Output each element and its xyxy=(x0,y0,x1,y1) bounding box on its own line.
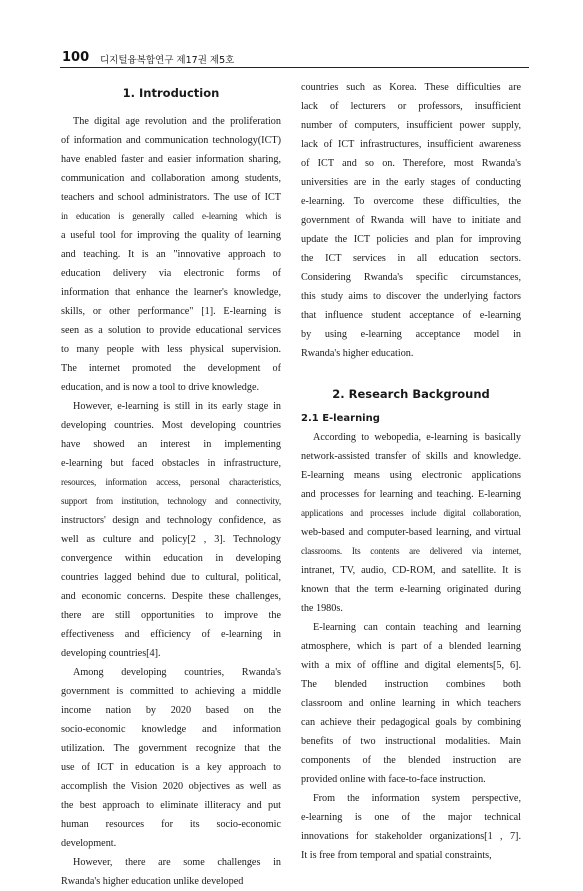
text-line: development. xyxy=(61,838,117,849)
text-line: innovations for stakeholder organizations[1 , 7]. xyxy=(301,831,521,842)
text-line: The digital age revolution and the proliferation xyxy=(73,116,281,127)
text-line: seen as a solution to provide educational services xyxy=(61,325,281,336)
text-line: government of Rwanda will have to initiate and xyxy=(301,215,521,226)
text-line: lack of lecturers or professors, insufficient xyxy=(301,101,521,112)
paragraph xyxy=(61,853,281,891)
text-line: lack of ICT infrastructures, insufficient awareness xyxy=(301,139,521,150)
text-line: number of computers, insufficient power supply, xyxy=(301,120,521,131)
text-line: network-assisted transfer of skills and knowledge. xyxy=(301,451,521,462)
text-line: developing countries. Most developing countries xyxy=(61,420,281,431)
text-line: components of the blended instruction are xyxy=(301,755,521,766)
text-line: and teaching. It is an "innovative approach to xyxy=(61,249,281,260)
text-line: Considering Rwanda's specific circumstances, xyxy=(301,272,521,283)
text-line: instructors' design and technology confidence, as xyxy=(61,515,281,526)
paragraph xyxy=(301,428,521,618)
paragraph xyxy=(61,112,281,397)
header-rule xyxy=(60,67,529,68)
text-line: education, and is now a tool to drive knowledge. xyxy=(61,382,260,393)
text-line: this study aims to discover the underlying factors xyxy=(301,291,521,302)
text-line: classroom and online learning in which teachers xyxy=(301,698,521,709)
text-line: in education is generally called e-learning which is xyxy=(61,211,281,221)
text-line: provided online with face-to-face instruction. xyxy=(301,774,486,785)
text-line: It is free from temporal and spatial constraints, xyxy=(301,850,492,861)
text-line: However, there are some challenges in xyxy=(73,857,281,868)
text-line: intranet, TV, audio, CD-ROM, and satellite. It is xyxy=(301,565,521,576)
text-line: applications and processes include digital collaboration, xyxy=(301,508,521,518)
text-line: known that the term e-learning originated during xyxy=(301,584,521,595)
paragraph xyxy=(301,789,521,865)
text-line: e-learning is one of the major technical xyxy=(301,812,521,823)
text-line: accomplish the Vision 2020 objectives as well as xyxy=(61,781,281,792)
text-line: However, e-learning is still in its early stage in xyxy=(73,401,281,412)
text-line: human resources for its socio-economic xyxy=(61,819,281,830)
text-line: countries lagged behind due to cultural, political, xyxy=(61,572,281,583)
text-line: have enabled faster and easier information sharing, xyxy=(61,154,281,165)
text-line: E-learning means using electronic applications xyxy=(301,470,521,481)
text-line: resources, information access, personal characteristics, xyxy=(61,477,281,487)
text-line: benefits of two instructional modalities. Main xyxy=(301,736,521,747)
page-number: 100 xyxy=(62,50,90,65)
text-line: web-based and computer-based learning, and virtual xyxy=(301,527,521,538)
text-line: and economic concerns. Despite these challenges, xyxy=(61,591,281,602)
text-line: and processes for learning and teaching. E-learning xyxy=(301,489,521,500)
text-line: income nation by 2020 based on the xyxy=(61,705,281,716)
text-line: information that enhance the learner's knowledge, xyxy=(61,287,281,298)
text-line: skills, or other performance" [1]. E-learning is xyxy=(61,306,281,317)
text-line: can achieve their pedagogical goals by combining xyxy=(301,717,521,728)
text-line: atmosphere, which is part of a blended learning xyxy=(301,641,521,652)
text-line: universities are in the early stages of conducting xyxy=(301,177,521,188)
text-line: update the ICT policies and plan for improving xyxy=(301,234,521,245)
right-column-intro xyxy=(301,78,521,363)
running-head xyxy=(60,50,530,66)
text-line: a useful tool for improving the quality of learning xyxy=(61,230,281,241)
text-line: developing countries[4]. xyxy=(61,648,161,659)
subsection-title-e-learning: 2.1 E-learning xyxy=(301,413,380,424)
text-line: Among developing countries, Rwanda's xyxy=(73,667,281,678)
text-line: with a mix of offline and digital elements[5, 6]. xyxy=(301,660,521,671)
text-line: communication and collaboration among students, xyxy=(61,173,281,184)
text-line: classrooms. Its contents are delivered via internet, xyxy=(301,546,521,556)
journal-info: 디지털융복합연구 제17권 제5호 xyxy=(100,55,235,66)
text-line: convergence within education in developing xyxy=(61,553,281,564)
text-line: the best approach to eliminate illiteracy and put xyxy=(61,800,281,811)
section-title-research-background: 2. Research Background xyxy=(332,387,490,401)
text-line: From the information system perspective, xyxy=(313,793,521,804)
text-line: According to webopedia, e-learning is basically xyxy=(313,432,521,443)
text-line: to many people with less physical supervision. xyxy=(61,344,281,355)
text-line: socio-economic knowledge and information xyxy=(61,724,281,735)
left-column-body xyxy=(61,112,281,891)
text-line: the ICT services in all education sectors. xyxy=(301,253,521,264)
text-line: e-learning but faced obstacles in infrastructure, xyxy=(61,458,281,469)
text-line: Rwanda's higher education unlike developed xyxy=(61,876,244,887)
paragraph xyxy=(301,78,521,363)
text-line: government is committed to achieving a middle xyxy=(61,686,281,697)
paragraph xyxy=(301,618,521,789)
text-line: education delivery via electronic forms of xyxy=(61,268,281,279)
text-line: The internet promoted the development of xyxy=(61,363,281,374)
right-column-body xyxy=(301,428,521,865)
text-line: Rwanda's higher education. xyxy=(301,348,414,359)
text-line: well as culture and policy[2 , 3]. Technology xyxy=(61,534,281,545)
text-line: E-learning can contain teaching and learning xyxy=(313,622,521,633)
right-column xyxy=(301,84,521,865)
text-line: have showed an interest in implementing xyxy=(61,439,281,450)
text-line: effectiveness and efficiency of e-learning in xyxy=(61,629,281,640)
text-line: The blended instruction combines both xyxy=(301,679,521,690)
text-line: utilization. The government recognize that the xyxy=(61,743,281,754)
text-line: the 1980s. xyxy=(301,603,343,614)
section-title-introduction: 1. Introduction xyxy=(122,86,220,100)
text-line: that influence student acceptance of e-learning xyxy=(301,310,521,321)
text-line: support from institution, technology and connectivity, xyxy=(61,496,281,506)
text-line: by using e-learning acceptance model in xyxy=(301,329,521,340)
left-column xyxy=(61,84,281,891)
text-line: of ICT and so on. Therefore, most Rwanda's xyxy=(301,158,521,169)
paragraph xyxy=(61,397,281,663)
text-line: teachers and school administrators. The use of ICT xyxy=(61,192,281,203)
text-line: countries such as Korea. These difficulties are xyxy=(301,82,521,93)
text-line: of information and communication technology(ICT) xyxy=(61,135,281,146)
text-line: there are still opportunities to improve the xyxy=(61,610,281,621)
text-line: e-learning. To overcome these difficulties, the xyxy=(301,196,521,207)
paragraph xyxy=(61,663,281,853)
text-line: use of ICT in education is a key approach to xyxy=(61,762,281,773)
